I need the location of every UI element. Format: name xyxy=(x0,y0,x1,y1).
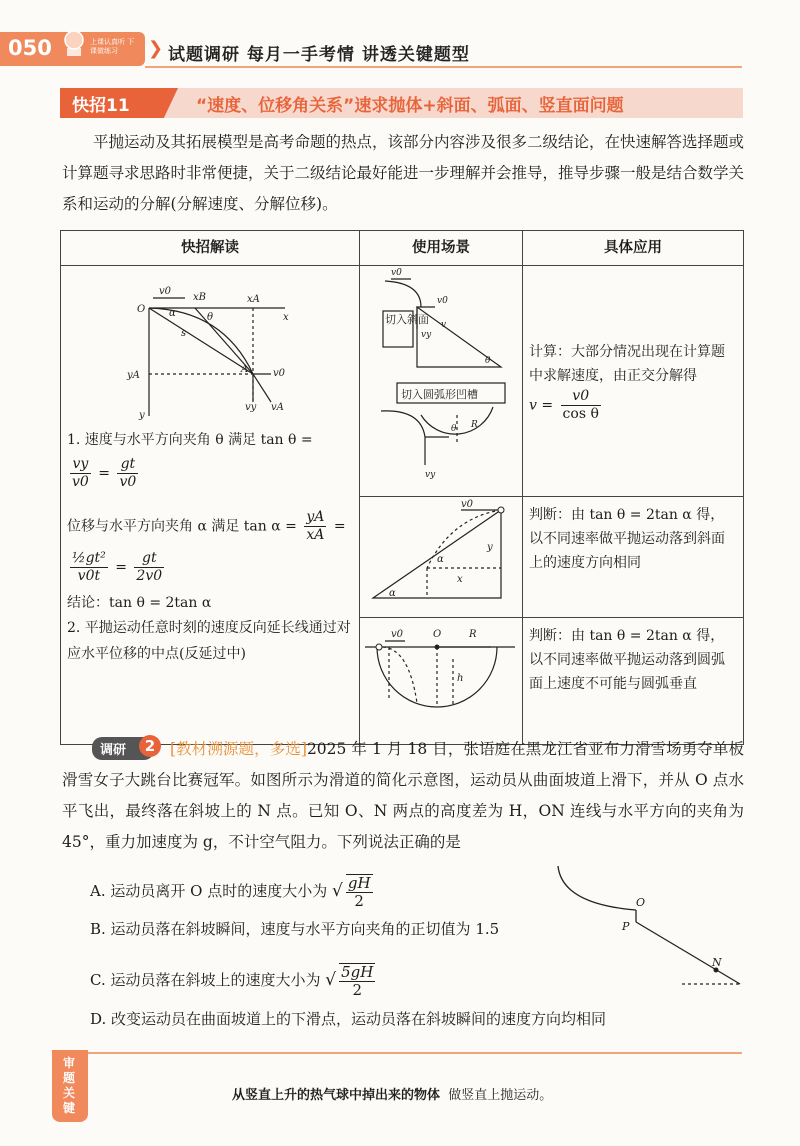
table-header: 具体应用 xyxy=(523,231,744,266)
scene-label-2: 切入圆弧形凹槽 xyxy=(401,388,478,401)
header-slogan: 上课认真听 下课做练习 xyxy=(90,38,135,55)
label-O: O xyxy=(137,304,146,315)
col1-line1: 1. 速度与水平方向夹角 θ 满足 tan θ = xyxy=(67,432,313,448)
svg-text:x: x xyxy=(283,312,289,323)
question-number: 2 xyxy=(139,735,161,757)
section-tag: 快招11 xyxy=(72,96,130,116)
option-b[interactable]: B. 运动员落在斜坡瞬间，速度与水平方向夹角的正切值为 1.5 xyxy=(90,920,500,938)
option-a[interactable]: A. 运动员离开 O 点时的速度大小为 √ $\frac{gH}{2}$ xyxy=(90,874,371,910)
svg-text:xA: xA xyxy=(247,294,260,305)
footer-rule xyxy=(62,1052,742,1054)
svg-text:s: s xyxy=(181,328,187,339)
scene-cell-1 xyxy=(360,266,523,497)
scene-cell-3 xyxy=(360,618,523,745)
svg-text:h: h xyxy=(457,673,464,684)
col1-eq3: $\frac{\text{½gt²}}{v0t}$ = $\frac{gt}{2v0}$ xyxy=(72,550,163,584)
header-rule xyxy=(145,66,742,68)
method-table xyxy=(60,230,744,745)
col1-conclusion: 结论：tan θ = 2tan α xyxy=(67,595,212,611)
col1-eq1: $\frac{vy}{v0}$ = $\frac{gt}{v0}$ xyxy=(72,456,137,490)
svg-text:vy: vy xyxy=(425,470,436,480)
svg-text:α: α xyxy=(389,588,396,599)
table-header: 使用场景 xyxy=(360,231,523,266)
col1-cell xyxy=(61,266,360,745)
svg-text:y: y xyxy=(487,542,493,553)
option-c[interactable]: C. 运动员落在斜坡上的速度大小为 √ $\frac{5gH}{2}$ xyxy=(90,963,374,999)
apply-cell-3: 判断：由 tan θ = 2tan α 得，以不同速率做平抛运动落到圆弧面上速度不可能与圆弧垂直 xyxy=(523,618,744,745)
fig-label-p: P xyxy=(622,920,630,933)
table-header: 快招解读 xyxy=(61,231,360,266)
svg-text:yA: yA xyxy=(127,370,140,381)
option-d[interactable]: D. 改变运动员在曲面坡道上的下滑点，运动员落在斜坡瞬间的速度方向均相同 xyxy=(90,1010,607,1028)
apply-cell-1 xyxy=(523,266,744,497)
question-badge: 调研 xyxy=(92,737,154,760)
footer-note: 从竖直上升的热气球中掉出来的物体 做竖直上抛运动。 xyxy=(232,1088,553,1103)
svg-text:v: v xyxy=(441,320,447,330)
footer-side-text: 审题关键 xyxy=(62,1056,75,1115)
svg-text:A: A xyxy=(241,364,249,375)
svg-text:v0: v0 xyxy=(391,268,402,278)
col1-line3: 2. 平抛运动任意时刻的速度反向延长线通过对应水平位移的中点(反延过中) xyxy=(67,620,351,662)
scene-cell-2 xyxy=(360,497,523,618)
svg-text:α: α xyxy=(169,308,176,319)
svg-text:xB: xB xyxy=(193,292,206,303)
ski-slope-figure xyxy=(552,862,744,992)
intro-paragraph: 平抛运动及其拓展模型是高考命题的热点，该部分内容涉及很多二级结论，在快速解答选择题或计算题寻求思路时非常便捷，关于二级结论最好能进一步理解并会推导，推导步骤一般是结合数学关系和运动的分解(分解速度、分解位移)。 xyxy=(62,133,745,213)
question-stem xyxy=(62,734,744,858)
svg-text:vA: vA xyxy=(271,402,284,413)
svg-text:vy: vy xyxy=(245,402,257,413)
scene-label-1: 切入斜面 xyxy=(385,313,429,326)
svg-text:vy: vy xyxy=(421,330,432,340)
section-title: “速度、位移角关系”速求抛体+斜面、弧面、竖直面问题 xyxy=(196,96,624,116)
svg-text:y: y xyxy=(139,410,145,421)
svg-text:v0: v0 xyxy=(461,499,474,510)
svg-text:O: O xyxy=(433,629,442,640)
page-number: 050 xyxy=(8,36,52,60)
chevron-icon: ❯ xyxy=(148,38,164,59)
projectile-diagram xyxy=(123,276,293,426)
fig-label-o: O xyxy=(636,896,646,909)
svg-text:R: R xyxy=(471,420,478,430)
apply-cell-2: 判断：由 tan θ = 2tan α 得，以不同速率做平抛运动落到斜面上的速度方向相同 xyxy=(523,497,744,618)
svg-text:v0: v0 xyxy=(437,296,448,306)
col1-line2: 位移与水平方向夹角 α 满足 tan α = $\frac{yA}{xA}$ = xyxy=(67,509,346,543)
svg-text:v0: v0 xyxy=(391,629,404,640)
scene-semicircle-diagram xyxy=(361,619,519,735)
svg-text:θ: θ xyxy=(207,312,214,323)
svg-text:v0: v0 xyxy=(159,286,172,297)
logo-icon xyxy=(62,30,86,58)
scene-incline-arc-diagram xyxy=(361,267,519,487)
fig-label-n: N xyxy=(712,956,722,969)
apply1-eq: v = $\frac{v0}{\text{cos θ}}$ xyxy=(529,387,599,422)
scene-slope-diagram xyxy=(361,498,519,608)
svg-text:α: α xyxy=(437,554,444,565)
svg-text:x: x xyxy=(457,574,463,585)
svg-text:θ: θ xyxy=(485,356,491,366)
question-source: [教材溯源题，多选] xyxy=(170,740,307,758)
question-stem-text: 2025 年 1 月 18 日，张语庭在黑龙江省亚布力滑雪场勇夺单板滑雪女子大跳台比赛冠军。如图所示为滑道的简化示意图，运动员从曲面坡道上滑下，并从 O 点水平飞出，最终落在斜坡上的 N 点。已知 O、N 两点的高度差为 H，ON 连线与水平方向的夹角为 45°，重力加速度为 g，不计空气阻力。下列说法正确的是 xyxy=(62,740,744,851)
header-title: 试题调研 每月一手考情 讲透关键题型 xyxy=(168,45,470,65)
svg-text:θ: θ xyxy=(451,424,457,434)
apply1-text: 计算：大部分情况出现在计算题中求解速度，由正交分解得 xyxy=(529,343,725,384)
svg-text:R: R xyxy=(469,629,477,640)
svg-text:v0: v0 xyxy=(273,368,286,379)
